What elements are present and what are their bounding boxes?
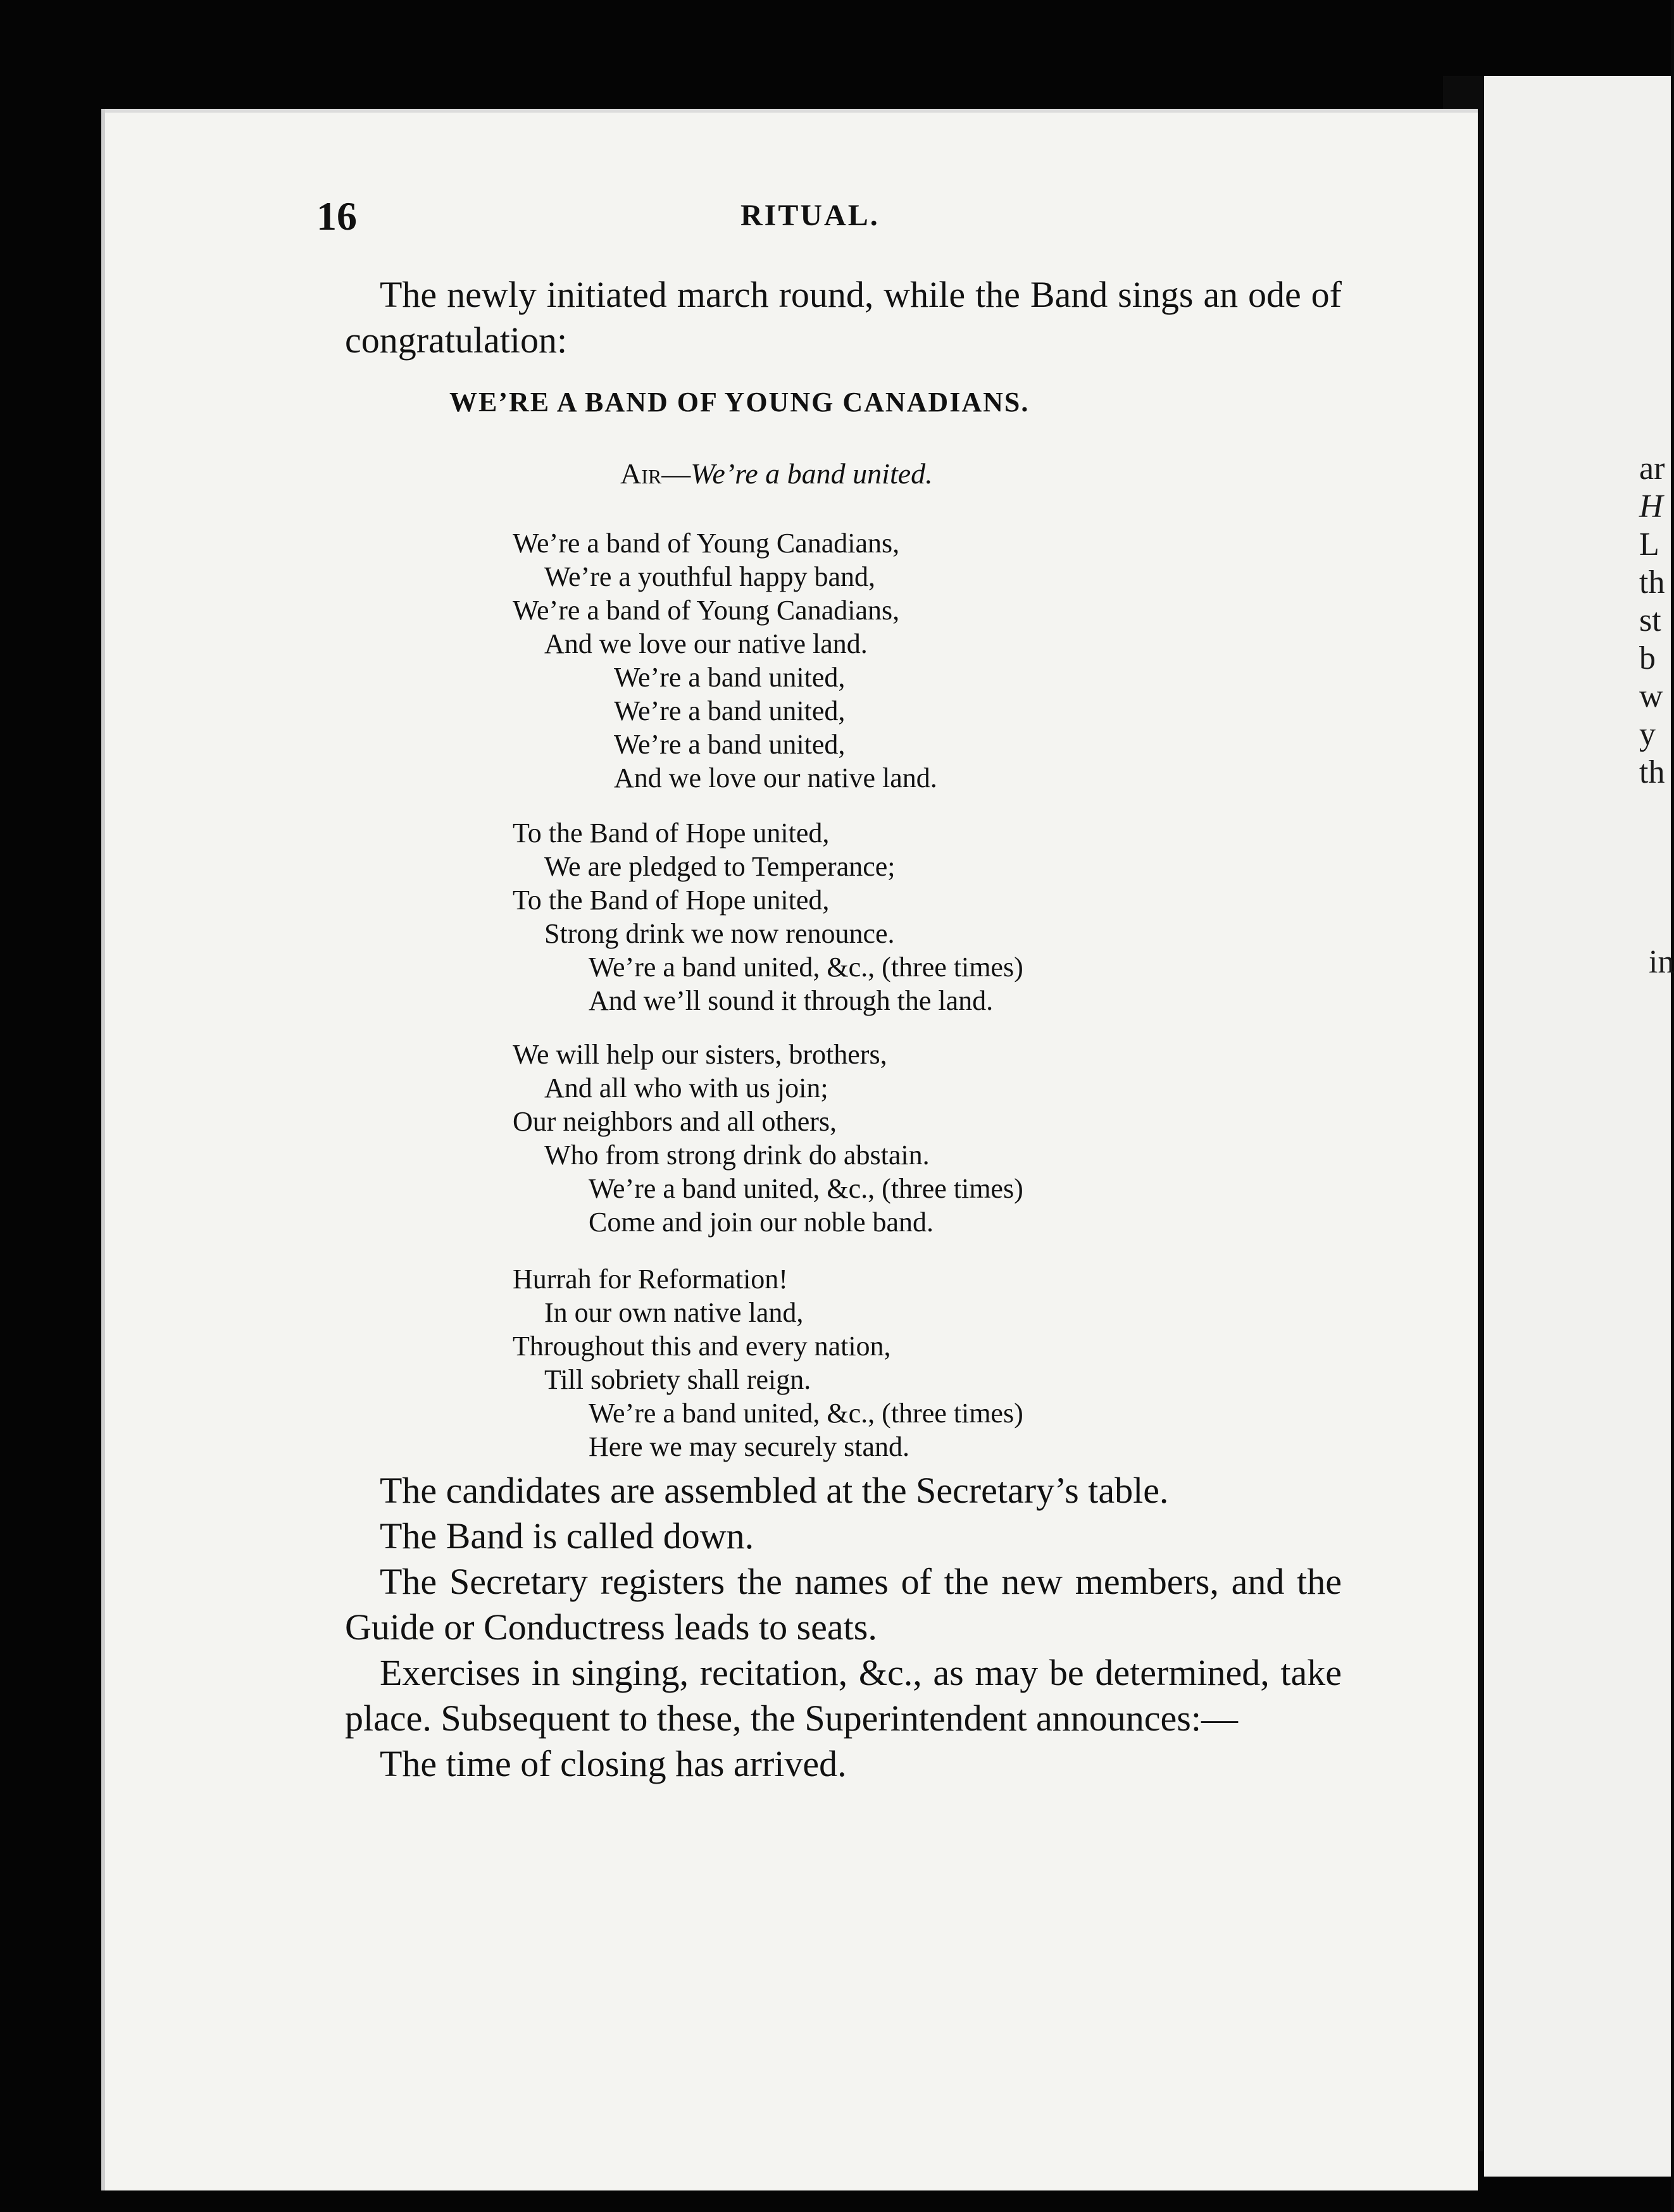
verse-line: We are pledged to Temperance; <box>544 851 896 882</box>
song-air <box>620 457 933 490</box>
verse-line: We’re a band of Young Canadians, <box>513 595 900 626</box>
facing-fragment: b <box>1639 640 1656 676</box>
running-head: RITUAL. <box>740 199 880 232</box>
closing-paragraph: The time of closing has arrived. <box>380 1743 847 1784</box>
verse-line: We’re a band united, &c., (three times) <box>589 1173 1023 1204</box>
air-label: Air— <box>620 457 691 490</box>
verse-line: We will help our sisters, brothers, <box>513 1039 887 1070</box>
verse-2 <box>513 816 1247 1017</box>
verse-line: Hurrah for Reformation! <box>513 1264 788 1295</box>
verse-line: And we’ll sound it through the land. <box>589 985 994 1016</box>
verse-line: In our own native land, <box>544 1297 804 1328</box>
verse-4 <box>513 1262 1247 1463</box>
verse-line: Who from strong drink do abstain. <box>544 1140 930 1171</box>
page-number: 16 <box>316 194 357 239</box>
facing-fragment: L <box>1639 526 1659 562</box>
verse-line: Here we may securely stand. <box>589 1431 910 1462</box>
verse-line: To the Band of Hope united, <box>513 817 830 848</box>
verse-line: Strong drink we now renounce. <box>544 918 895 949</box>
verse-line: We’re a band united, &c., (three times) <box>589 1398 1023 1429</box>
facing-fragment: in <box>1649 944 1674 980</box>
verse-line: To the Band of Hope united, <box>513 885 830 916</box>
closing-paragraph: The Secretary registers the names of the new members, and the Guide or Conductress leads to seats. <box>345 1561 1342 1648</box>
page-header <box>316 193 1342 237</box>
verse-line: We’re a band united, <box>614 662 846 693</box>
verse-line: Come and join our noble band. <box>589 1207 934 1238</box>
facing-fragment: y <box>1639 716 1656 752</box>
verse-line: Throughout this and every nation, <box>513 1331 891 1362</box>
closing-paragraph: The candidates are assembled at the Secretary’s table. <box>380 1470 1169 1511</box>
air-tune: We’re a band united. <box>690 457 933 490</box>
verse-line: And we love our native land. <box>544 628 868 659</box>
intro-paragraph <box>345 272 1342 363</box>
verse-3 <box>513 1038 1247 1239</box>
facing-fragment: th <box>1639 564 1665 600</box>
verse-line: We’re a band of Young Canadians, <box>513 528 900 559</box>
verse-line: Our neighbors and all others, <box>513 1106 837 1137</box>
facing-page <box>1484 76 1674 2177</box>
song-title: WE’RE A BAND OF YOUNG CANADIANS. <box>449 387 1030 418</box>
verse-line: We’re a youthful happy band, <box>544 561 876 592</box>
verse-line: Till sobriety shall reign. <box>544 1364 811 1395</box>
facing-fragment: ar <box>1639 450 1665 487</box>
intro-text: The newly initiated march round, while the Band sings an ode of congratulation: <box>345 274 1342 361</box>
facing-fragment: H <box>1639 488 1663 525</box>
closing-instructions <box>345 1468 1342 1787</box>
verse-line: We’re a band united, <box>614 729 846 760</box>
verse-line: We’re a band united, &c., (three times) <box>589 952 1023 983</box>
facing-fragment: th <box>1639 754 1665 790</box>
verse-line: And we love our native land. <box>614 762 937 793</box>
verse-line: We’re a band united, <box>614 695 846 726</box>
verse-1 <box>513 526 1247 795</box>
closing-paragraph: Exercises in singing, recitation, &c., as may be determined, take place. Subsequent to these, the Superintendent announces:— <box>345 1652 1342 1739</box>
verse-line: And all who with us join; <box>544 1072 828 1103</box>
facing-fragment: st <box>1639 602 1661 638</box>
facing-fragment: w <box>1639 678 1663 714</box>
closing-paragraph: The Band is called down. <box>380 1515 754 1556</box>
